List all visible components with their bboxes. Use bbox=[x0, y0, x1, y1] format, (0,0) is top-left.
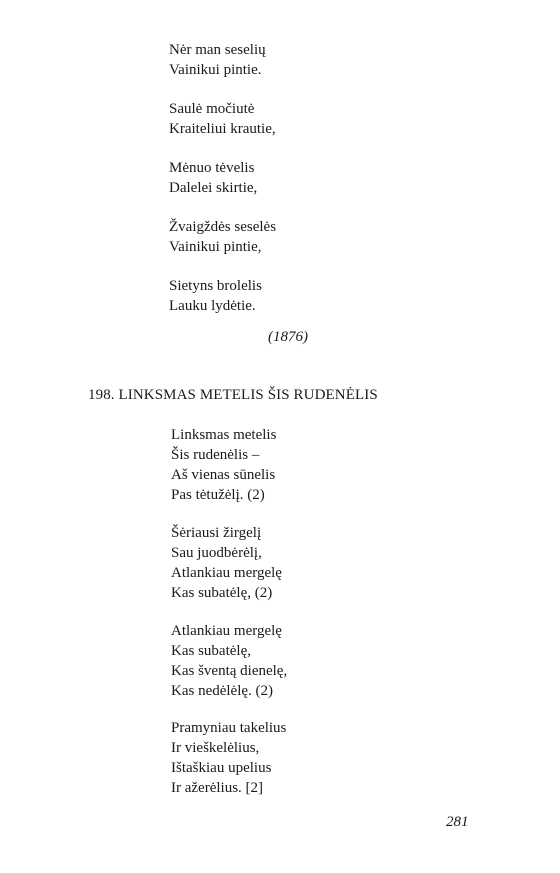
poem1-stanza-5 bbox=[169, 276, 262, 316]
poem2-stanza-2 bbox=[171, 523, 282, 603]
poem-date: (1876) bbox=[268, 329, 308, 345]
verse-line: Atlankiau mergelę bbox=[171, 623, 282, 639]
verse-line: Ištaškiau upelius bbox=[171, 760, 272, 776]
verse-line: Kas subatėlę, bbox=[171, 643, 251, 659]
verse-line: Vainikui pintie, bbox=[169, 239, 262, 255]
verse-line: Atlankiau mergelę bbox=[171, 565, 282, 581]
poem1-stanza-1 bbox=[169, 40, 266, 80]
poem2-stanza-1 bbox=[171, 425, 276, 505]
verse-line: Ir vieškelėlius, bbox=[171, 740, 260, 756]
page-number: 281 bbox=[446, 814, 469, 830]
verse-line: Ir ažerėlius. [2] bbox=[171, 780, 264, 796]
poem-title: 198. LINKSMAS METELIS ŠIS RUDENĖLIS bbox=[88, 387, 378, 403]
verse-line: Saulė močiutė bbox=[169, 101, 255, 117]
poem2-stanza-3 bbox=[171, 621, 287, 701]
verse-line: Sietyns brolelis bbox=[169, 278, 262, 294]
verse-line: Pas tėtužėlį. (2) bbox=[171, 487, 265, 503]
verse-line: Kas subatėlę, (2) bbox=[171, 585, 273, 601]
verse-line: Sau juodbėrėlį, bbox=[171, 545, 262, 561]
verse-line: Lauku lydėtie. bbox=[169, 298, 256, 314]
verse-line: Vainikui pintie. bbox=[169, 62, 262, 78]
verse-line: Mėnuo tėvelis bbox=[169, 160, 255, 176]
poem1-stanza-4 bbox=[169, 217, 276, 257]
verse-line: Aš vienas sūnelis bbox=[171, 467, 276, 483]
verse-line: Pramyniau takelius bbox=[171, 720, 287, 736]
poem1-stanza-3 bbox=[169, 158, 257, 198]
verse-line: Kas nedėlėlę. (2) bbox=[171, 683, 274, 699]
verse-line: Kas šventą dienelę, bbox=[171, 663, 288, 679]
verse-line: Kraiteliui krautie, bbox=[169, 121, 276, 137]
poem1-stanza-2 bbox=[169, 99, 276, 139]
verse-line: Nėr man seselių bbox=[169, 42, 266, 58]
verse-line: Žvaigždės seselės bbox=[169, 219, 277, 235]
poem2-stanza-4 bbox=[171, 718, 286, 798]
verse-line: Linksmas metelis bbox=[171, 427, 277, 443]
verse-line: Šis rudenėlis – bbox=[171, 447, 260, 463]
verse-line: Dalelei skirtie, bbox=[169, 180, 258, 196]
verse-line: Šėriausi žirgelį bbox=[171, 525, 262, 541]
